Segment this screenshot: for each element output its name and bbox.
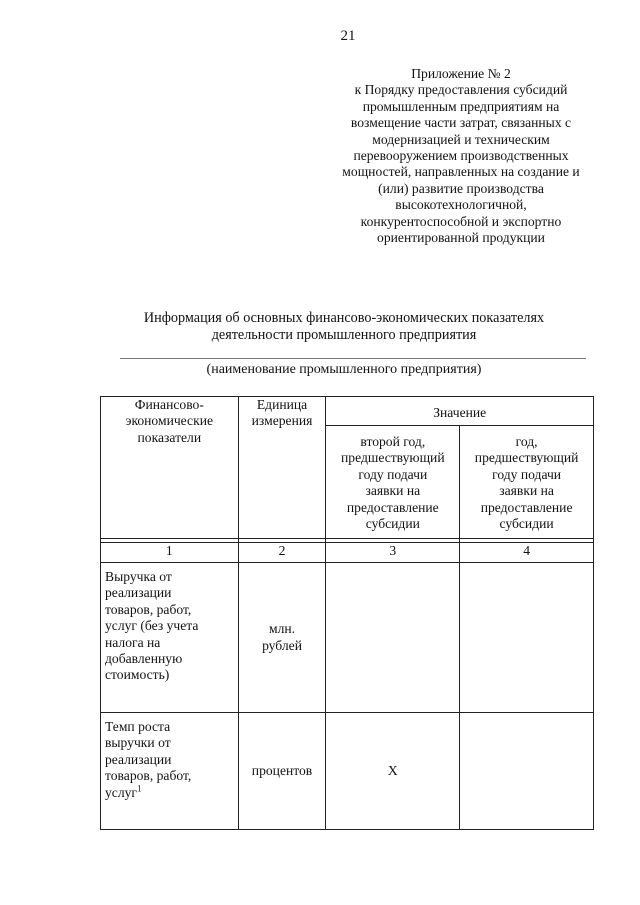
appendix-line: ориентированной продукции: [377, 230, 545, 246]
label-line: выручки от: [105, 735, 171, 751]
row-col4-value: [460, 563, 594, 713]
table-row: [101, 563, 594, 713]
header-indicator: [101, 397, 239, 539]
indicators-table: [100, 396, 594, 830]
header-text: заявки на: [499, 483, 554, 499]
header-text: предшествующий: [474, 450, 579, 466]
appendix-line: перевооружением производственных: [353, 148, 569, 164]
label-line: товаров, работ,: [105, 601, 192, 617]
title-line-1: Информация об основных финансово-экономических показателях: [143, 310, 545, 326]
appendix-line: Приложение № 2: [411, 66, 511, 81]
row-col3-value: Х: [326, 713, 460, 830]
appendix-line: к Порядку предоставления субсидий: [354, 82, 568, 98]
header-text: заявки на: [365, 483, 421, 499]
enterprise-name-line: [120, 358, 586, 359]
label-line: реализации: [105, 751, 172, 767]
appendix-line: высокотехнологичной,: [395, 197, 527, 213]
header-text: субсидии: [499, 516, 554, 532]
header-text: году подачи: [492, 466, 562, 482]
title-line-2: деятельности промышленного предприятия: [211, 327, 477, 343]
document-title: [100, 310, 588, 344]
header-text: год,: [515, 434, 538, 449]
appendix-line: конкурентоспособной и экспортно: [360, 213, 562, 229]
label-line: услуг (без учета: [105, 618, 199, 634]
appendix-line: промышленным предприятиям на: [362, 98, 560, 114]
appendix-line: (или) развитие производства: [378, 180, 544, 196]
header-col3: [326, 426, 460, 539]
header-text: экономические: [125, 413, 213, 429]
row-col4-value: [460, 713, 594, 830]
row-label: [101, 713, 239, 830]
label-line: Темп роста: [105, 719, 171, 734]
appendix-block: [318, 66, 604, 246]
label-line: налога на: [105, 634, 161, 650]
unit-line: рублей: [262, 637, 302, 653]
label-line: товаров, работ,: [105, 768, 192, 784]
header-text: субсидии: [365, 516, 420, 532]
label-text: услуг: [105, 784, 137, 800]
header-text: предоставление: [346, 499, 439, 515]
row-unit: [238, 713, 326, 830]
header-text: году подачи: [358, 466, 428, 482]
unit-line: млн.: [268, 621, 296, 637]
appendix-line: модернизацией и техническим: [372, 131, 550, 147]
label-line: стоимость): [105, 667, 170, 683]
header-text: предоставление: [480, 499, 573, 515]
header-col4: [460, 426, 594, 539]
row-unit: [238, 563, 326, 713]
header-text: измерения: [251, 413, 313, 429]
label-line: [105, 785, 234, 801]
label-line: реализации: [105, 585, 172, 601]
header-unit: [238, 397, 326, 539]
header-text: второй год,: [360, 434, 426, 449]
header-text: Единица: [256, 397, 308, 412]
column-number: 1: [101, 543, 239, 563]
page-number: 21: [340, 28, 356, 44]
header-value: Значение: [326, 397, 594, 426]
enterprise-name-caption: (наименование промышленного предприятия): [206, 362, 482, 377]
column-number: 3: [326, 543, 460, 563]
appendix-line: мощностей, направленных на создание и: [342, 164, 580, 180]
appendix-line: возмещение части затрат, связанных с: [350, 115, 572, 131]
header-text: предшествующий: [341, 450, 445, 466]
label-line: добавленную: [105, 651, 183, 667]
row-col3-value: [326, 563, 460, 713]
footnote-mark: 1: [137, 783, 142, 794]
unit-line: процентов: [251, 762, 313, 778]
column-number: 2: [238, 543, 326, 563]
table-row: [101, 713, 594, 830]
column-number: 4: [460, 543, 594, 563]
header-text: Финансово-: [134, 397, 204, 412]
row-label: [101, 563, 239, 713]
header-text: показатели: [137, 429, 202, 445]
label-line: Выручка от: [105, 569, 172, 584]
